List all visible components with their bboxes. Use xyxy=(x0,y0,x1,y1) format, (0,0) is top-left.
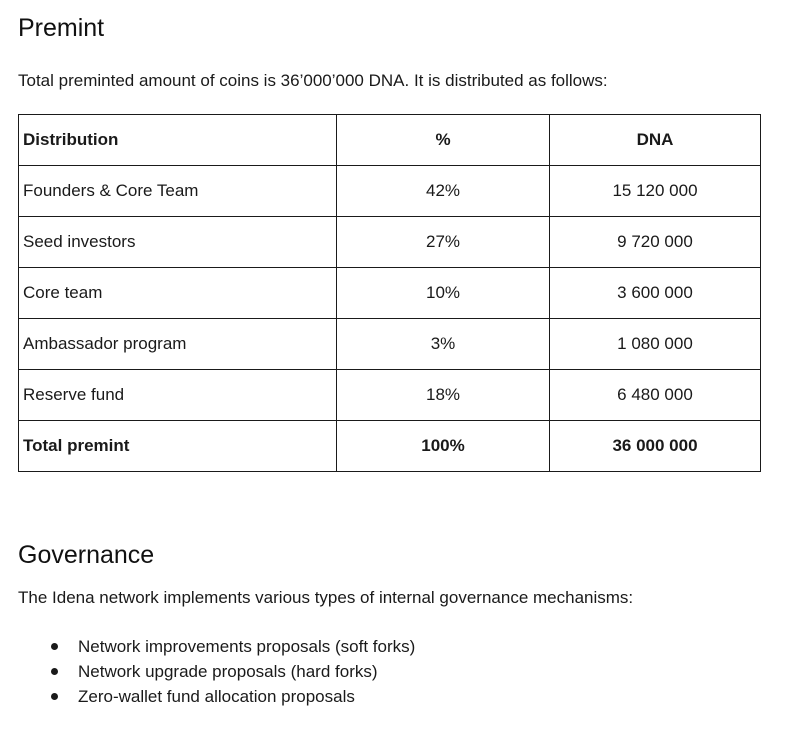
premint-heading: Premint xyxy=(18,14,105,42)
total-dna: 36 000 000 xyxy=(550,421,761,472)
governance-heading: Governance xyxy=(18,541,155,569)
bullet-dot-icon xyxy=(51,693,58,700)
row-percent: 42% xyxy=(337,166,550,217)
bullet-dot-icon xyxy=(51,668,58,675)
table-total-row xyxy=(19,421,761,472)
row-percent: 3% xyxy=(337,319,550,370)
total-label: Total premint xyxy=(19,421,337,472)
list-item-text: Network upgrade proposals (hard forks) xyxy=(78,662,378,681)
list-item xyxy=(30,684,415,709)
premint-intro-text: Total preminted amount of coins is 36’000’000 DNA. It is distributed as follows: xyxy=(18,71,608,90)
row-dna: 3 600 000 xyxy=(550,268,761,319)
header-dna: DNA xyxy=(550,115,761,166)
row-label: Reserve fund xyxy=(19,370,337,421)
row-percent: 18% xyxy=(337,370,550,421)
row-percent: 27% xyxy=(337,217,550,268)
total-percent: 100% xyxy=(337,421,550,472)
row-label: Founders & Core Team xyxy=(19,166,337,217)
table-row xyxy=(19,268,761,319)
header-distribution: Distribution xyxy=(19,115,337,166)
table-row xyxy=(19,166,761,217)
row-label: Core team xyxy=(19,268,337,319)
table-row xyxy=(19,319,761,370)
governance-intro-text: The Idena network implements various types of internal governance mechanisms: xyxy=(18,588,634,607)
list-item-text: Zero-wallet fund allocation proposals xyxy=(78,687,355,706)
row-dna: 15 120 000 xyxy=(550,166,761,217)
table-header-row xyxy=(19,115,761,166)
bullet-dot-icon xyxy=(51,643,58,650)
list-item-text: Network improvements proposals (soft forks) xyxy=(78,637,416,656)
row-dna: 9 720 000 xyxy=(550,217,761,268)
row-label: Seed investors xyxy=(19,217,337,268)
header-percent: % xyxy=(337,115,550,166)
table-row xyxy=(19,217,761,268)
list-item xyxy=(30,659,415,684)
distribution-table xyxy=(18,114,761,472)
row-label: Ambassador program xyxy=(19,319,337,370)
list-item xyxy=(30,634,415,659)
governance-list xyxy=(30,634,415,709)
row-dna: 1 080 000 xyxy=(550,319,761,370)
row-percent: 10% xyxy=(337,268,550,319)
row-dna: 6 480 000 xyxy=(550,370,761,421)
table-row xyxy=(19,370,761,421)
